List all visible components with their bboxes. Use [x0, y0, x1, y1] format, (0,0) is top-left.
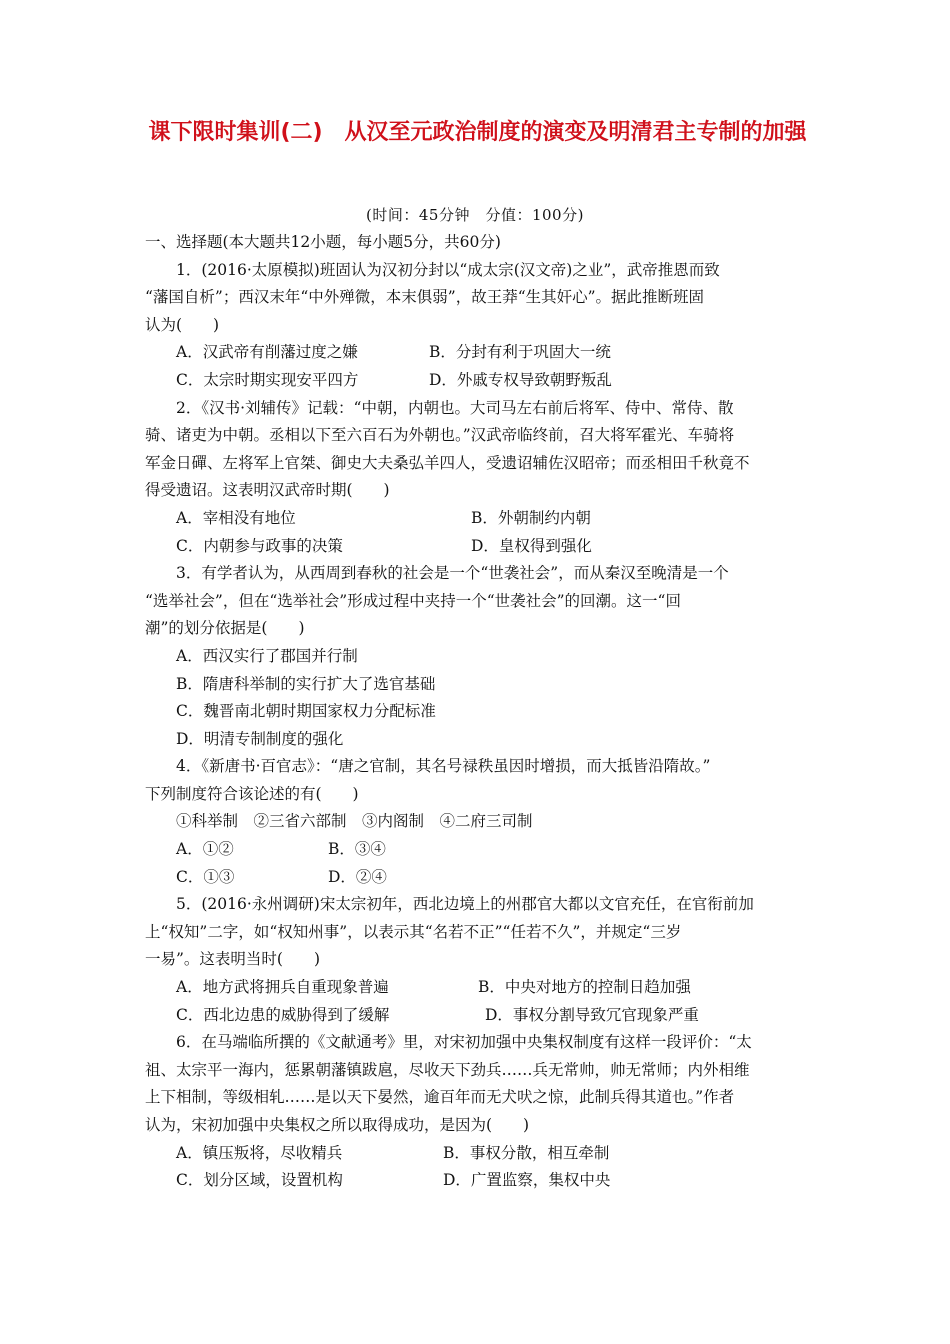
question-line: “选举社会”，但在“选举社会”形成过程中夹持一个“世袭社会”的回潮。这一“回 [145, 591, 681, 610]
option-b[interactable]: B．中央对地方的控制日趋加强 [478, 978, 691, 997]
question-line: 4．《新唐书·百官志》：“唐之官制，其名号禄秩虽因时增损，而大抵皆沿隋故。” [176, 757, 711, 776]
question-line: 得受遗诏。这表明汉武帝时期( ) [145, 481, 390, 500]
time-score-info: (时间：45分钟 分值：100分) [366, 206, 584, 224]
question-line: 5．(2016·永州调研)宋太宗初年，西北边境上的州郡官大都以文官充任，在官衔前加 [176, 895, 754, 914]
option-row [145, 1167, 810, 1195]
question-line: 3．有学者认为，从西周到春秋的社会是一个“世袭社会”，而从秦汉至晚清是一个 [176, 564, 729, 583]
option-row [145, 836, 810, 864]
question-line: 6．在马端临所撰的《文献通考》里，对宋初加强中央集权制度有这样一段评价：“太 [176, 1033, 752, 1052]
option-d[interactable]: D．明清专制制度的强化 [176, 729, 344, 748]
option-a[interactable]: A．①② [176, 840, 234, 859]
option-row [145, 1140, 810, 1168]
option-c[interactable]: C．西北边患的威胁得到了缓解 [176, 1005, 390, 1024]
option-b[interactable]: B．隋唐科举制的实行扩大了选官基础 [176, 674, 436, 693]
option-a[interactable]: A．汉武帝有削藩过度之嫌 [176, 343, 358, 362]
question-3 [145, 560, 810, 753]
page-title: 课下限时集训(二) 从汉至元政治制度的演变及明清君主专制的加强 [148, 120, 807, 145]
question-5 [145, 891, 810, 1029]
option-row [145, 864, 810, 892]
question-content [145, 229, 810, 1195]
option-row [145, 339, 810, 367]
option-d[interactable]: D．外戚专权导致朝野叛乱 [429, 370, 612, 389]
question-line: 上“权知”二字，如“权知州事”，以表示其“名若不正”“任若不久”，并规定“三岁 [145, 922, 682, 941]
option-c[interactable]: C．划分区域，设置机构 [176, 1171, 343, 1190]
option-a[interactable]: A．宰相没有地位 [176, 508, 296, 527]
question-2 [145, 395, 810, 561]
question-line: 1．(2016·太原模拟)班固认为汉初分封以“成太宗(汉文帝)之业”，武帝推恩而致 [176, 260, 720, 279]
option-b[interactable]: B．③④ [328, 840, 386, 859]
question-line: 2．《汉书·刘辅传》记载：“中朝，内朝也。大司马左右前后将军、侍中、常侍、散 [176, 398, 734, 417]
option-d[interactable]: D．皇权得到强化 [471, 536, 592, 555]
question-line: 认为，宋初加强中央集权之所以取得成功，是因为( ) [145, 1116, 530, 1134]
numbered-items: ①科举制 ②三省六部制 ③内阁制 ④二府三司制 [176, 812, 533, 831]
option-d[interactable]: D．广置监察，集权中央 [443, 1171, 611, 1190]
question-4 [145, 753, 810, 891]
option-c[interactable]: C．①③ [176, 867, 235, 886]
question-line: 军金日磾、左将军上官桀、御史大夫桑弘羊四人，受遗诏辅佐汉昭帝；而丞相田千秋竟不 [145, 453, 750, 472]
question-line: 下列制度符合该论述的有( ) [145, 784, 359, 803]
question-line: 认为( ) [145, 315, 220, 334]
option-a[interactable]: A．地方武将拥兵自重现象普遍 [176, 978, 389, 997]
option-row [145, 974, 810, 1002]
option-b[interactable]: B．事权分散，相互牵制 [443, 1143, 610, 1162]
option-a[interactable]: A．西汉实行了郡国并行制 [176, 646, 358, 665]
question-line: 上下相制，等级相轧……是以天下晏然，逾百年而无犬吠之惊，此制兵得其道也。”作者 [145, 1088, 735, 1107]
question-line: “藩国自析”；西汉末年“中外殚微，本末俱弱”，故王莽“生其奸心”。据此推断班固 [145, 288, 705, 307]
option-row [145, 505, 810, 533]
option-c[interactable]: C．魏晋南北朝时期国家权力分配标准 [176, 702, 436, 721]
question-line: 祖、太宗平一海内，惩累朝藩镇跋扈，尽收天下劲兵……兵无常帅，帅无常师；内外相维 [145, 1060, 750, 1079]
question-line: 一易”。这表明当时( ) [145, 950, 321, 969]
option-c[interactable]: C．内朝参与政事的决策 [176, 536, 343, 555]
option-row [145, 367, 810, 395]
question-line: 骑、诸吏为中朝。丞相以下至六百石为外朝也。”汉武帝临终前，召大将军霍光、车骑将 [145, 426, 735, 445]
question-6 [145, 1029, 810, 1195]
option-row [145, 1002, 810, 1030]
question-line: 潮”的划分依据是( ) [145, 619, 305, 638]
option-d[interactable]: D．②④ [328, 867, 387, 886]
option-c[interactable]: C．太宗时期实现安平四方 [176, 370, 359, 389]
option-b[interactable]: B．外朝制约内朝 [471, 508, 591, 527]
option-row [145, 533, 810, 561]
option-b[interactable]: B．分封有利于巩固大一统 [429, 343, 611, 362]
option-d[interactable]: D．事权分割导致冗官现象严重 [485, 1005, 699, 1024]
question-1 [145, 257, 810, 395]
option-a[interactable]: A．镇压叛将，尽收精兵 [176, 1143, 343, 1162]
section-heading: 一、选择题(本大题共12小题，每小题5分，共60分) [145, 233, 501, 251]
